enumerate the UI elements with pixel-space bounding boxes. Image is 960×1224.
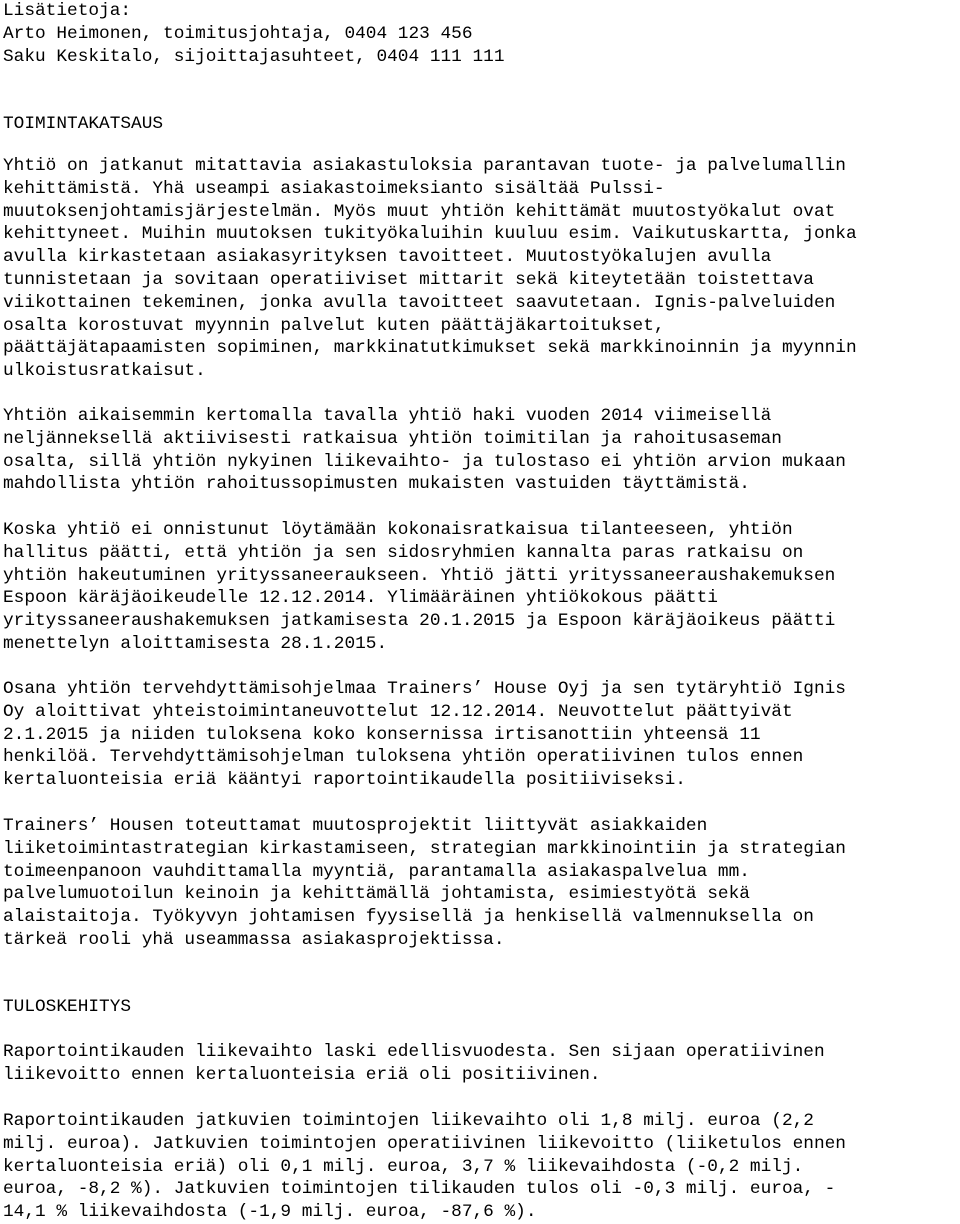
text-line: Raportointikauden jatkuvien toimintojen liikevaihto oli 1,8 milj. euroa (2,2 xyxy=(3,1111,814,1131)
text-line: muutoksenjohtamisjärjestelmän. Myös muut yhtiön kehittämät muutostyökalut ovat xyxy=(3,201,836,222)
text-line: osalta korostuvat myynnin palvelut kuten päättäjäkartoitukset, xyxy=(3,315,665,336)
contact-person-1: Arto Heimonen, toimitusjohtaja, 0404 123 456 xyxy=(3,23,473,44)
text-line: palvelumuotoilun keinoin ja kehittämällä johtamista, esimiestyötä sekä xyxy=(3,884,750,905)
text-line: Yhtiö on jatkanut mitattavia asiakastuloksia parantavan tuote- ja palvelumallin xyxy=(3,156,846,176)
text-line: Raportointikauden liikevaihto laski edellisvuodesta. Sen sijaan operatiivinen xyxy=(3,1042,825,1062)
paragraph xyxy=(3,1110,846,1224)
text-line: kertaluonteisia eriä kääntyi raportointikaudella positiiviseksi. xyxy=(3,770,686,791)
text-line: Koska yhtiö ei onnistunut löytämään kokonaisratkaisua tilanteeseen, yhtiön xyxy=(3,520,793,540)
text-line: yrityssaneeraushakemuksen jatkamisesta 20.1.2015 ja Espoon käräjäoikeus päätti xyxy=(3,611,836,632)
text-line: Osana yhtiön tervehdyttämisohjelmaa Trainers’ House Oyj ja sen tytäryhtiö Ignis xyxy=(3,679,846,699)
text-line: Yhtiön aikaisemmin kertomalla tavalla yhtiö haki vuoden 2014 viimeisellä xyxy=(3,406,772,426)
contact-block xyxy=(3,0,505,68)
text-line: euroa, -8,2 %). Jatkuvien toimintojen tilikauden tulos oli -0,3 milj. euroa, - xyxy=(3,1179,836,1200)
text-line: 14,1 % liikevaihdosta (-1,9 milj. euroa, -87,6 %). xyxy=(3,1202,537,1223)
text-line: kertaluonteisia eriä) oli 0,1 milj. euroa, 3,7 % liikevaihdosta (-0,2 milj. xyxy=(3,1156,804,1177)
text-line: Oy aloittivat yhteistoimintaneuvottelut 12.12.2014. Neuvottelut päättyivät xyxy=(3,701,793,722)
text-line: viikottainen tekeminen, jonka avulla tavoitteet saavutetaan. Ignis-palveluiden xyxy=(3,292,836,313)
text-line: osalta, sillä yhtiön nykyinen liikevaihto- ja tulostaso ei yhtiön arvion mukaan xyxy=(3,451,846,472)
section-heading: TULOSKEHITYS xyxy=(3,997,132,1017)
text-line: kehittämistä. Yhä useampi asiakastoimeksianto sisältää Pulssi- xyxy=(3,178,665,199)
text-line: ulkoistusratkaisut. xyxy=(3,361,206,382)
text-line: yhtiön hakeutuminen yrityssaneeraukseen. Yhtiö jätti yrityssaneeraushakemuksen xyxy=(3,565,836,586)
text-line: mahdollista yhtiön rahoitussopimusten mukaisten vastuiden täyttämistä. xyxy=(3,474,750,495)
section-heading-tuloskehitys xyxy=(3,996,131,1019)
text-line: Trainers’ Housen toteuttamat muutosprojektit liittyvät asiakkaiden xyxy=(3,816,708,836)
text-line: avulla kirkastetaan asiakasyrityksen tavoitteet. Muutostyökalujen avulla xyxy=(3,247,772,268)
text-line: liiketoimintastrategian kirkastamiseen, strategian markkinointiin ja strategian xyxy=(3,838,846,859)
text-line: 2.1.2015 ja niiden tuloksena koko konsernissa irtisanottiin yhteensä 11 xyxy=(3,724,761,745)
text-line: toimeenpanoon vauhdittamalla myyntiä, parantamalla asiakaspalvelua mm. xyxy=(3,861,750,882)
paragraph xyxy=(3,678,846,792)
text-line: päättäjätapaamisten sopiminen, markkinatutkimukset sekä markkinoinnin ja myynnin xyxy=(3,338,857,359)
text-line: alaistaitoja. Työkyvyn johtamisen fyysisellä ja henkisellä valmennuksella on xyxy=(3,907,814,928)
paragraph xyxy=(3,405,846,496)
paragraph xyxy=(3,519,835,656)
section-heading-toimintakatsaus xyxy=(3,113,163,136)
text-line: tärkeä rooli yhä useammassa asiakasprojektissa. xyxy=(3,929,505,950)
paragraph xyxy=(3,815,846,952)
contact-person-2: Saku Keskitalo, sijoittajasuhteet, 0404 111 111 xyxy=(3,46,505,67)
paragraph xyxy=(3,155,857,383)
text-line: liikevoitto ennen kertaluonteisia eriä oli positiivinen. xyxy=(3,1064,601,1085)
text-line: hallitus päätti, että yhtiön ja sen sidosryhmien kannalta paras ratkaisu on xyxy=(3,542,804,563)
text-line: milj. euroa). Jatkuvien toimintojen operatiivinen liikevoitto (liiketulos ennen xyxy=(3,1133,846,1154)
section-heading: TOIMINTAKATSAUS xyxy=(3,114,164,134)
contact-heading: Lisätietoja: xyxy=(3,1,132,21)
paragraph xyxy=(3,1041,825,1087)
text-line: henkilöä. Tervehdyttämisohjelman tuloksena yhtiön operatiivinen tulos ennen xyxy=(3,747,804,768)
text-line: neljänneksellä aktiivisesti ratkaisua yhtiön toimitilan ja rahoitusaseman xyxy=(3,428,782,449)
text-line: kehittyneet. Muihin muutoksen tukityökaluihin kuuluu esim. Vaikutuskartta, jonka xyxy=(3,224,857,245)
text-line: Espoon käräjäoikeudelle 12.12.2014. Ylimääräinen yhtiökokous päätti xyxy=(3,588,718,609)
text-line: menettelyn aloittamisesta 28.1.2015. xyxy=(3,633,388,654)
text-line: tunnistetaan ja sovitaan operatiiviset mittarit sekä kiteytetään toistettava xyxy=(3,269,814,290)
